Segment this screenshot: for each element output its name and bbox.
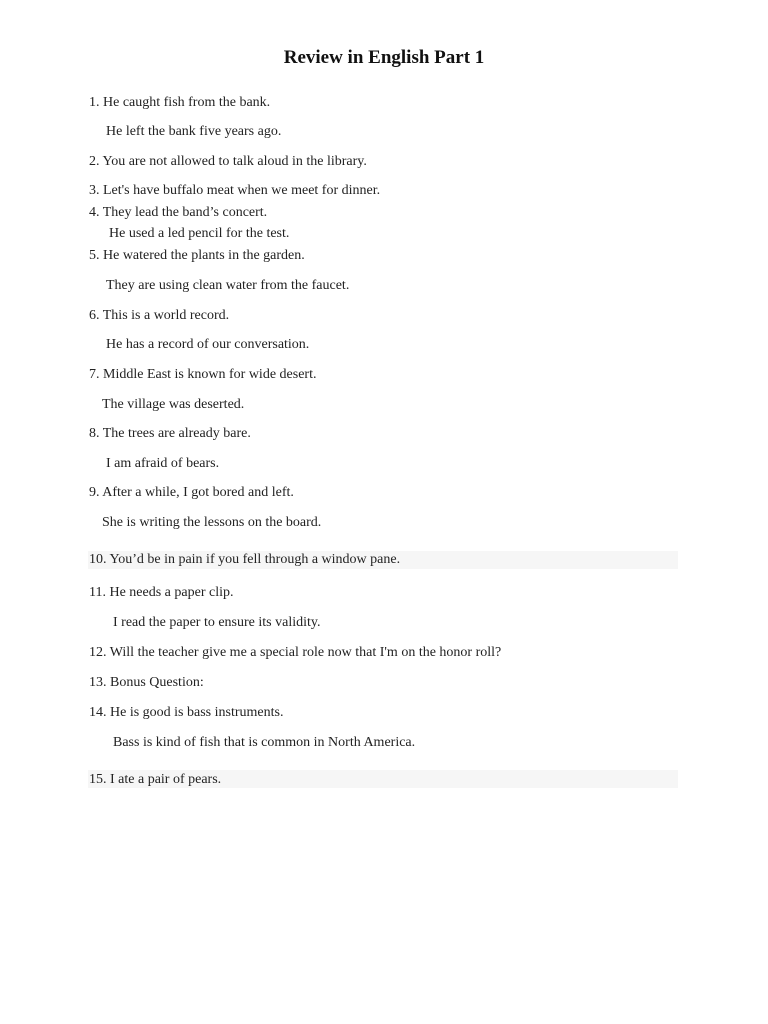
sentence-line: 14. He is good is bass instruments.	[89, 705, 284, 720]
sentence-line: 15. I ate a pair of pears.	[89, 772, 222, 787]
sentence-line: 5. He watered the plants in the garden.	[89, 248, 305, 263]
sentence-line: 12. Will the teacher give me a special role now that I'm on the honor roll?	[89, 645, 502, 660]
sentence-line: 4. They lead the band’s concert.	[89, 205, 268, 220]
sentence-line: He used a led pencil for the test.	[109, 226, 290, 241]
sentence-line: He has a record of our conversation.	[106, 337, 310, 352]
sentence-line: They are using clean water from the faucet.	[106, 278, 350, 293]
sentence-line: 7. Middle East is known for wide desert.	[89, 367, 317, 382]
sentence-line: 6. This is a world record.	[89, 308, 230, 323]
sentence-line: 8. The trees are already bare.	[89, 426, 251, 441]
sentence-line: 9. After a while, I got bored and left.	[89, 485, 294, 500]
sentence-line: The village was deserted.	[102, 397, 245, 412]
sentence-line: She is writing the lessons on the board.	[102, 515, 322, 530]
sentence-line: 10. You’d be in pain if you fell through a window pane.	[89, 552, 401, 567]
sentence-line: 11. He needs a paper clip.	[89, 585, 234, 600]
sentence-line: I read the paper to ensure its validity.	[113, 615, 321, 630]
sentence-line: He left the bank five years ago.	[106, 124, 282, 139]
sentence-line: 1. He caught fish from the bank.	[89, 95, 271, 110]
sentence-line: 13. Bonus Question:	[89, 675, 204, 690]
sentence-line: Bass is kind of fish that is common in North America.	[113, 735, 416, 750]
page-title: Review in English Part 1	[283, 47, 485, 68]
sentence-line: 3. Let's have buffalo meat when we meet for dinner.	[89, 183, 381, 198]
sentence-line: I am afraid of bears.	[106, 456, 220, 471]
sentence-line: 2. You are not allowed to talk aloud in the library.	[89, 154, 367, 169]
